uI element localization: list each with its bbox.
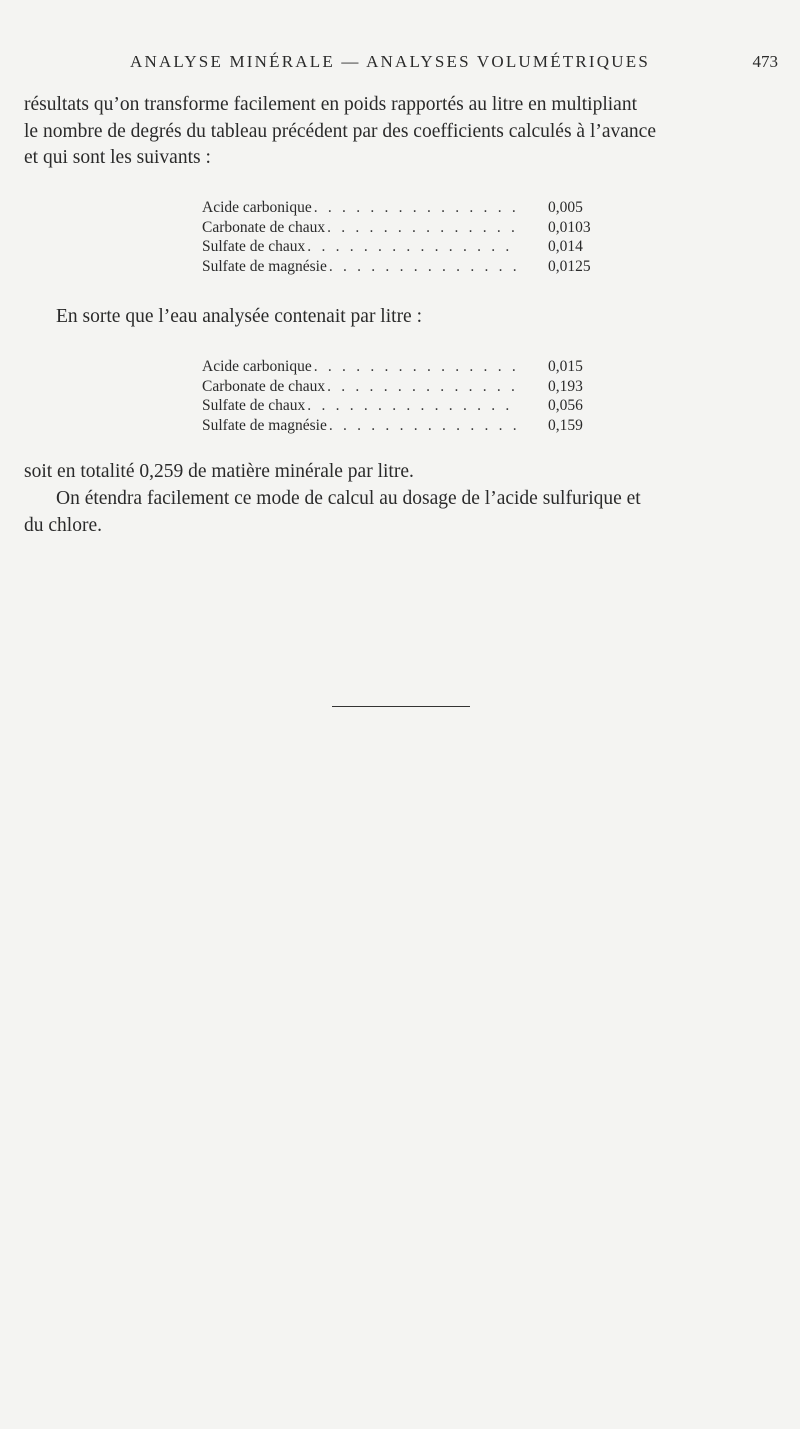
- row-label: Carbonate de chaux: [202, 218, 326, 236]
- leader-dots: [329, 417, 520, 435]
- paragraph-line: le nombre de degrés du tableau précédent par des coefficients calculés à l’avance: [24, 120, 656, 142]
- table-row: [202, 417, 622, 437]
- row-label: Acide carbonique: [202, 358, 312, 375]
- row-label: Carbonate de chaux: [202, 377, 326, 395]
- line-text: résultats qu’on transforme facilement en poids rapportés au litre en multipliant: [24, 94, 637, 115]
- row-value: 0,193: [548, 377, 583, 395]
- leader-dots: [314, 199, 520, 217]
- table-row: [202, 358, 622, 378]
- section-divider: [332, 706, 470, 707]
- running-title: ANALYSE MINÉRALE — ANALYSES VOLUMÉTRIQUES: [130, 52, 650, 71]
- coefficients-table: [202, 199, 622, 277]
- leader-dots: [327, 219, 520, 237]
- row-label: Sulfate de chaux: [202, 397, 306, 414]
- results-table: [202, 358, 622, 436]
- leader-dots: [314, 358, 520, 376]
- table-row: [202, 378, 622, 398]
- row-value: 0,014: [548, 238, 583, 255]
- row-value: 0,0103: [548, 218, 591, 236]
- leader-dots: [307, 238, 520, 256]
- line-text: On étendra facilement ce mode de calcul au dosage de l’acide sulfurique et: [56, 488, 641, 509]
- table-row: [202, 219, 622, 239]
- table-row: [202, 258, 622, 278]
- paragraph-line: [24, 486, 782, 513]
- leader-dots: [307, 397, 520, 415]
- table-row: [202, 199, 622, 219]
- table-row: [202, 397, 622, 417]
- row-value: 0,005: [548, 199, 583, 216]
- row-label: Sulfate de magnésie: [202, 416, 327, 434]
- row-value: 0,0125: [548, 257, 591, 275]
- closing-paragraph: [24, 486, 782, 539]
- leader-dots: [327, 378, 520, 396]
- row-label: Sulfate de magnésie: [202, 257, 327, 275]
- paragraph-line: et qui sont les suivants :: [24, 147, 211, 168]
- intro-paragraph: [24, 92, 782, 172]
- paragraph-line: [24, 92, 782, 119]
- row-label: Sulfate de chaux: [202, 238, 306, 255]
- total-paragraph: [24, 459, 782, 486]
- paragraph-line: En sorte que l’eau analysée contenait par litre :: [56, 306, 423, 327]
- paragraph-line: du chlore.: [24, 514, 102, 536]
- row-value: 0,015: [548, 358, 583, 375]
- row-value: 0,159: [548, 416, 583, 434]
- page-number: 473: [752, 52, 778, 71]
- table-row: [202, 238, 622, 258]
- running-head: [0, 52, 800, 76]
- paragraph-line: soit en totalité 0,259 de matière minérale par litre.: [24, 461, 414, 482]
- row-label: Acide carbonique: [202, 199, 312, 216]
- leader-dots: [329, 258, 520, 276]
- transition-paragraph: [24, 304, 782, 331]
- row-value: 0,056: [548, 397, 583, 414]
